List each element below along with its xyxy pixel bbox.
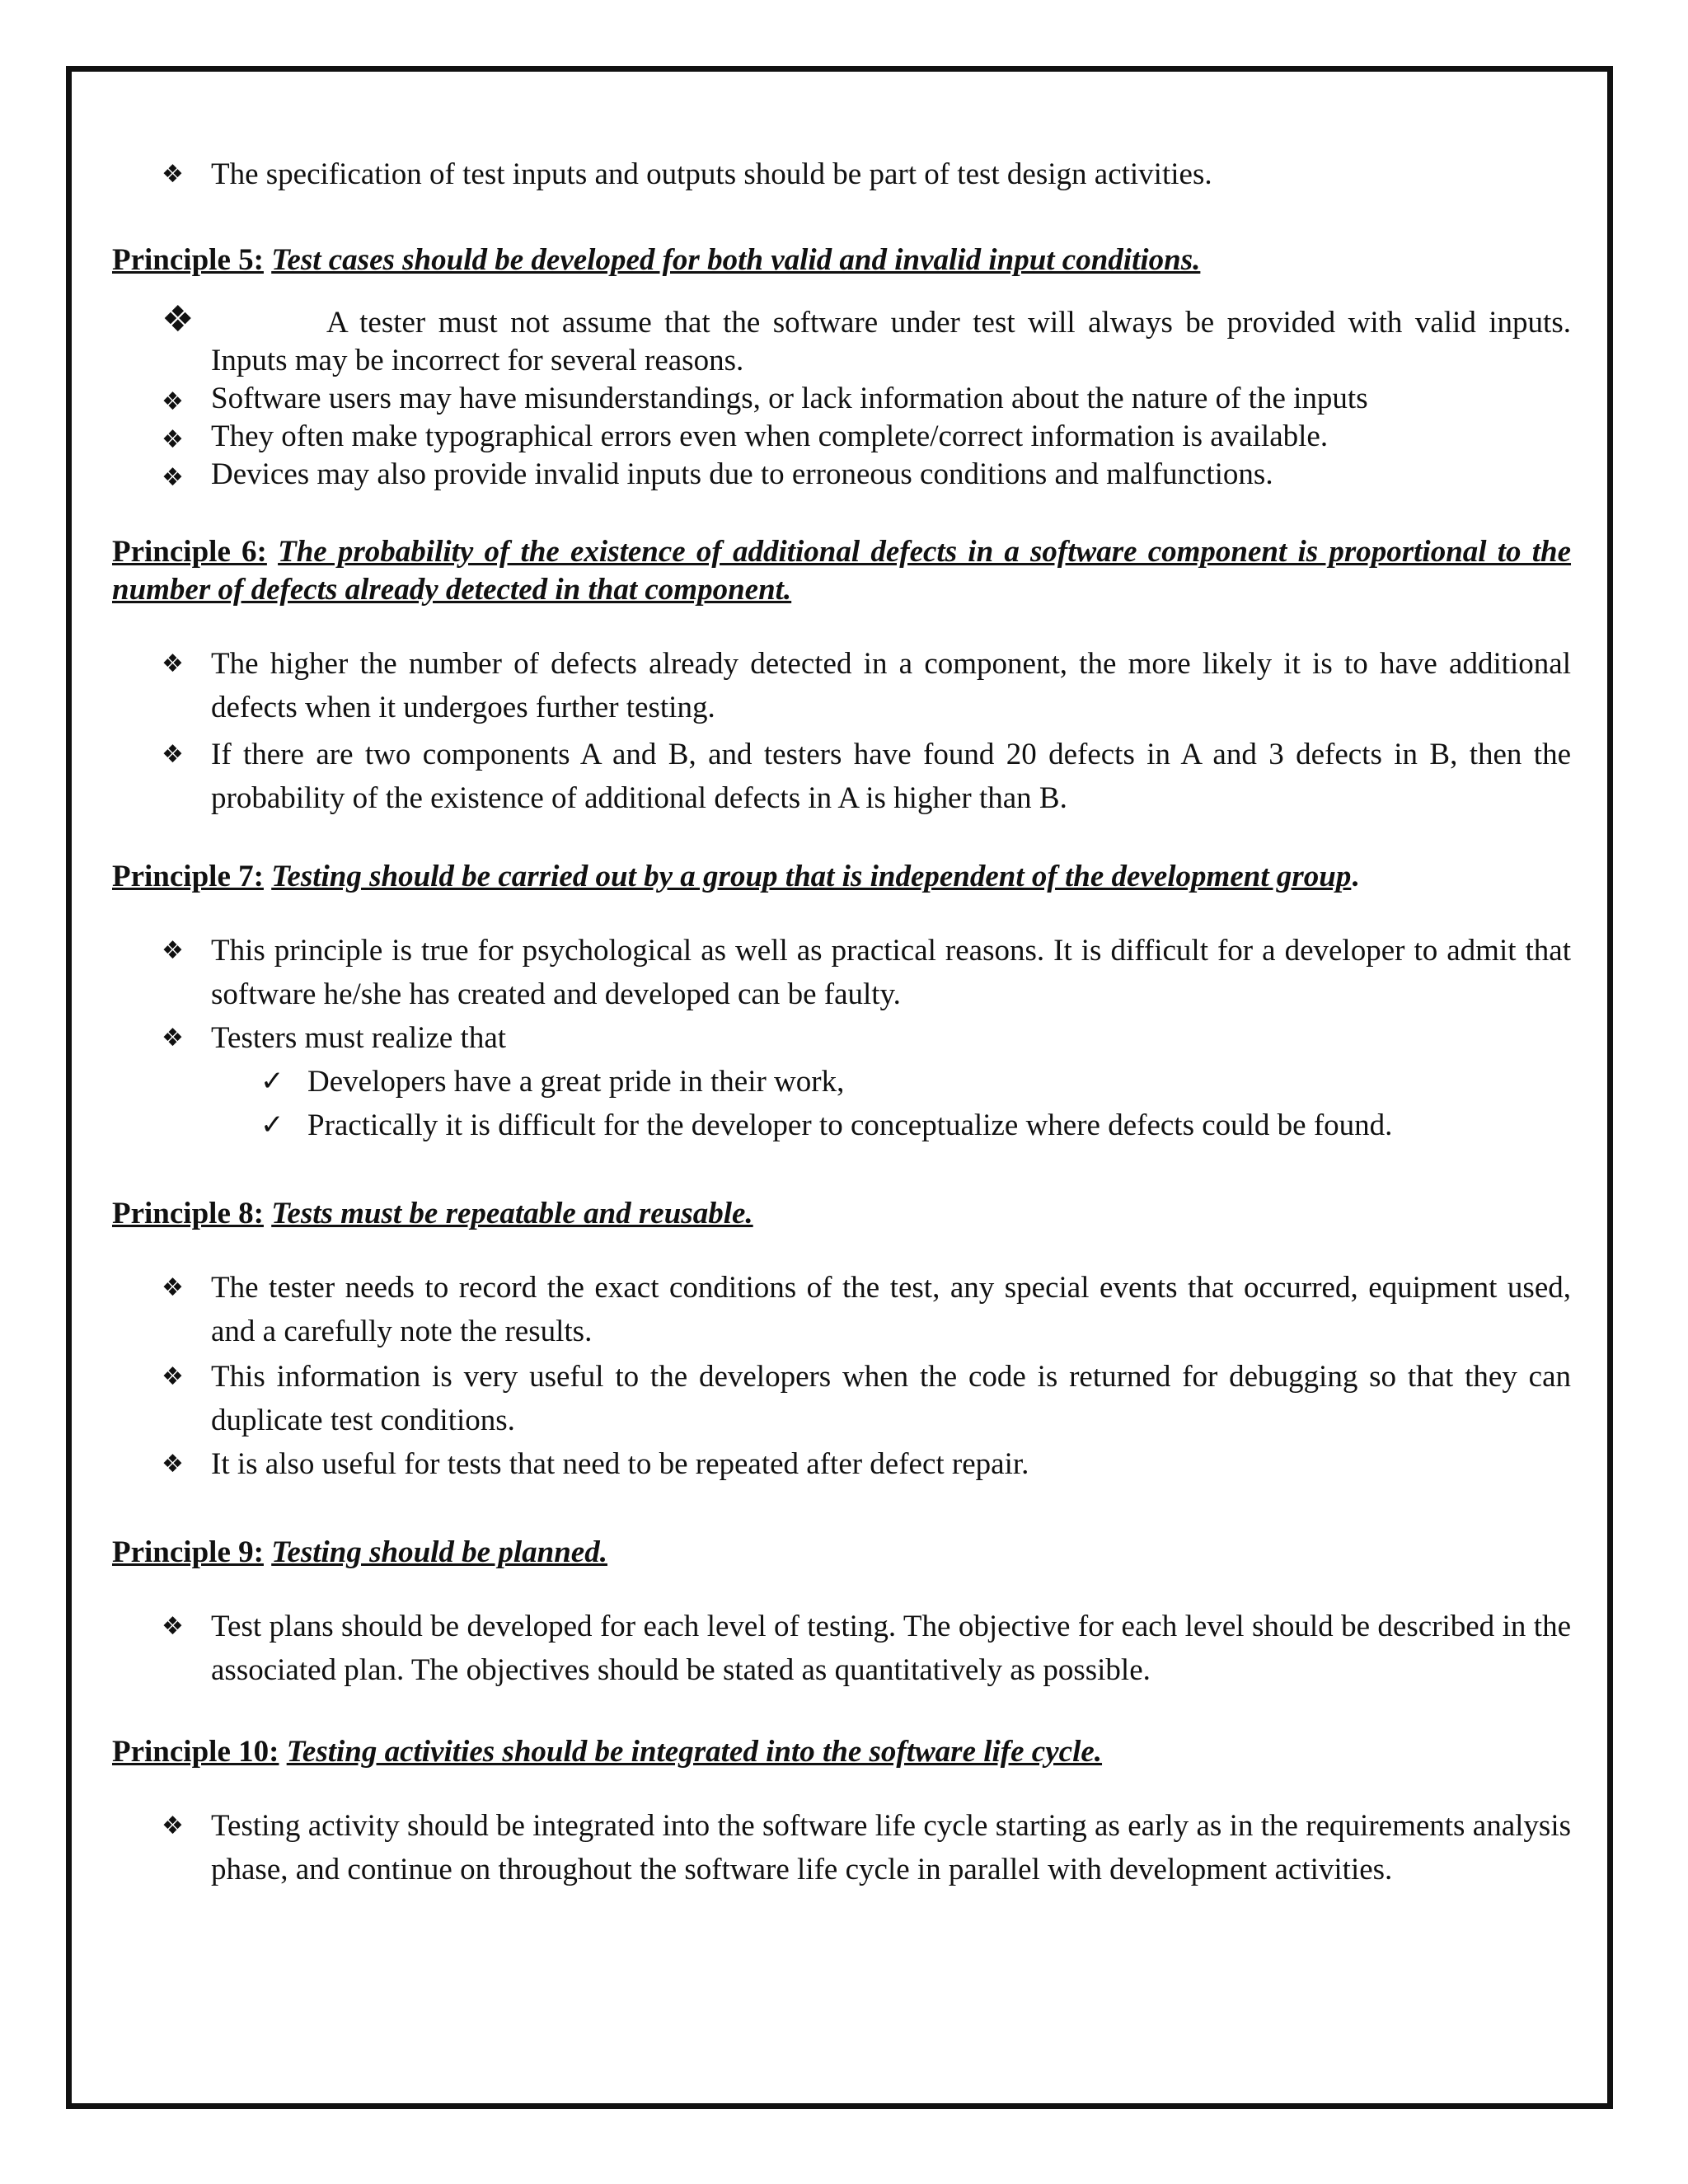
diamond-bullet-icon: ❖ [162,1612,184,1641]
list-item: ❖ It is also useful for tests that need to be repeated after defect repair. [112,1442,1571,1486]
checkmark-icon: ✓ [260,1108,284,1141]
list-item: ❖ If there are two components A and B, and testers have found 20 defects in A and 3 defects in B, then the probability of the existence of additional defects in A is higher than B. [112,733,1571,820]
diamond-bullet-icon: ❖ [162,1450,184,1479]
diamond-bullet-icon: ❖ [162,649,184,678]
diamond-bullet-icon: ❖ [162,463,184,492]
list-item: ❖ This principle is true for psychological as well as practical reasons. It is difficult for a developer to admit that software he/she has created and developed can be faulty. [112,929,1571,1016]
diamond-bullet-icon: ❖ [162,740,184,769]
principle-6-heading: Principle 6: The probability of the existence of additional defects in a software component is proportional to the number of defects already detected in that component. [112,535,1572,607]
bullet-text: The specification of test inputs and outputs should be part of test design activities. [211,157,1212,191]
diamond-bullet-icon: ❖ [162,1024,184,1052]
principle-7-heading: Principle 7: Testing should be carried out by a group that is independent of the development group. [112,860,1359,893]
principle-9-heading: Principle 9: Testing should be planned. [112,1535,607,1569]
diamond-bullet-icon: ❖ [162,387,184,416]
principle-8-heading: Principle 8: Tests must be repeatable and reusable. [112,1197,753,1230]
checkmark-icon: ✓ [260,1065,284,1098]
diamond-bullet-icon: ❖ [162,425,184,454]
list-item: ✓ Developers have a great pride in their work, [112,1060,1571,1104]
principle-10-heading: Principle 10: Testing activities should be integrated into the software life cycle. [112,1735,1103,1769]
diamond-bullet-icon: ❖ [162,1811,184,1840]
diamond-bullet-icon: ❖ [162,936,184,965]
list-item: ❖ Devices may also provide invalid inputs due to erroneous conditions and malfunctions. [112,456,1571,494]
list-item: ✓ Practically it is difficult for the developer to conceptualize where defects could be found. [112,1104,1571,1147]
diamond-bullet-icon: ❖ [162,298,195,340]
list-item: ❖ A tester must not assume that the software under test will always be provided with valid inputs. Inputs may be incorrect for several reasons. [162,298,1571,377]
list-item: ❖ Testers must realize that [112,1016,1571,1060]
diamond-bullet-icon: ❖ [162,1273,184,1302]
list-item: ❖ Testing activity should be integrated into the software life cycle starting as early as in the requirements analysis phase, and continue on throughout the software life cycle in parallel with development activities. [112,1804,1571,1891]
list-item [112,152,1571,196]
list-item: ❖ Test plans should be developed for each level of testing. The objective for each level should be described in the associated plan. The objectives should be stated as quantitatively as possible. [112,1605,1571,1692]
document-body [112,152,1571,1891]
list-item: ❖ This information is very useful to the developers when the code is returned for debugging so that they can duplicate test conditions. [112,1355,1571,1442]
list-item: ❖ Software users may have misunderstandings, or lack information about the nature of the inputs [112,380,1571,418]
list-item: ❖ The tester needs to record the exact conditions of the test, any special events that occurred, equipment used, and a carefully note the results. [112,1266,1571,1353]
list-item: ❖ They often make typographical errors even when complete/correct information is available. [112,418,1571,456]
list-item: ❖ The higher the number of defects already detected in a component, the more likely it is to have additional defects when it undergoes further testing. [112,642,1571,729]
diamond-bullet-icon: ❖ [162,1362,184,1391]
principle-5-heading: Principle 5: Test cases should be developed for both valid and invalid input conditions. [112,243,1201,277]
diamond-bullet-icon: ❖ [162,160,184,189]
